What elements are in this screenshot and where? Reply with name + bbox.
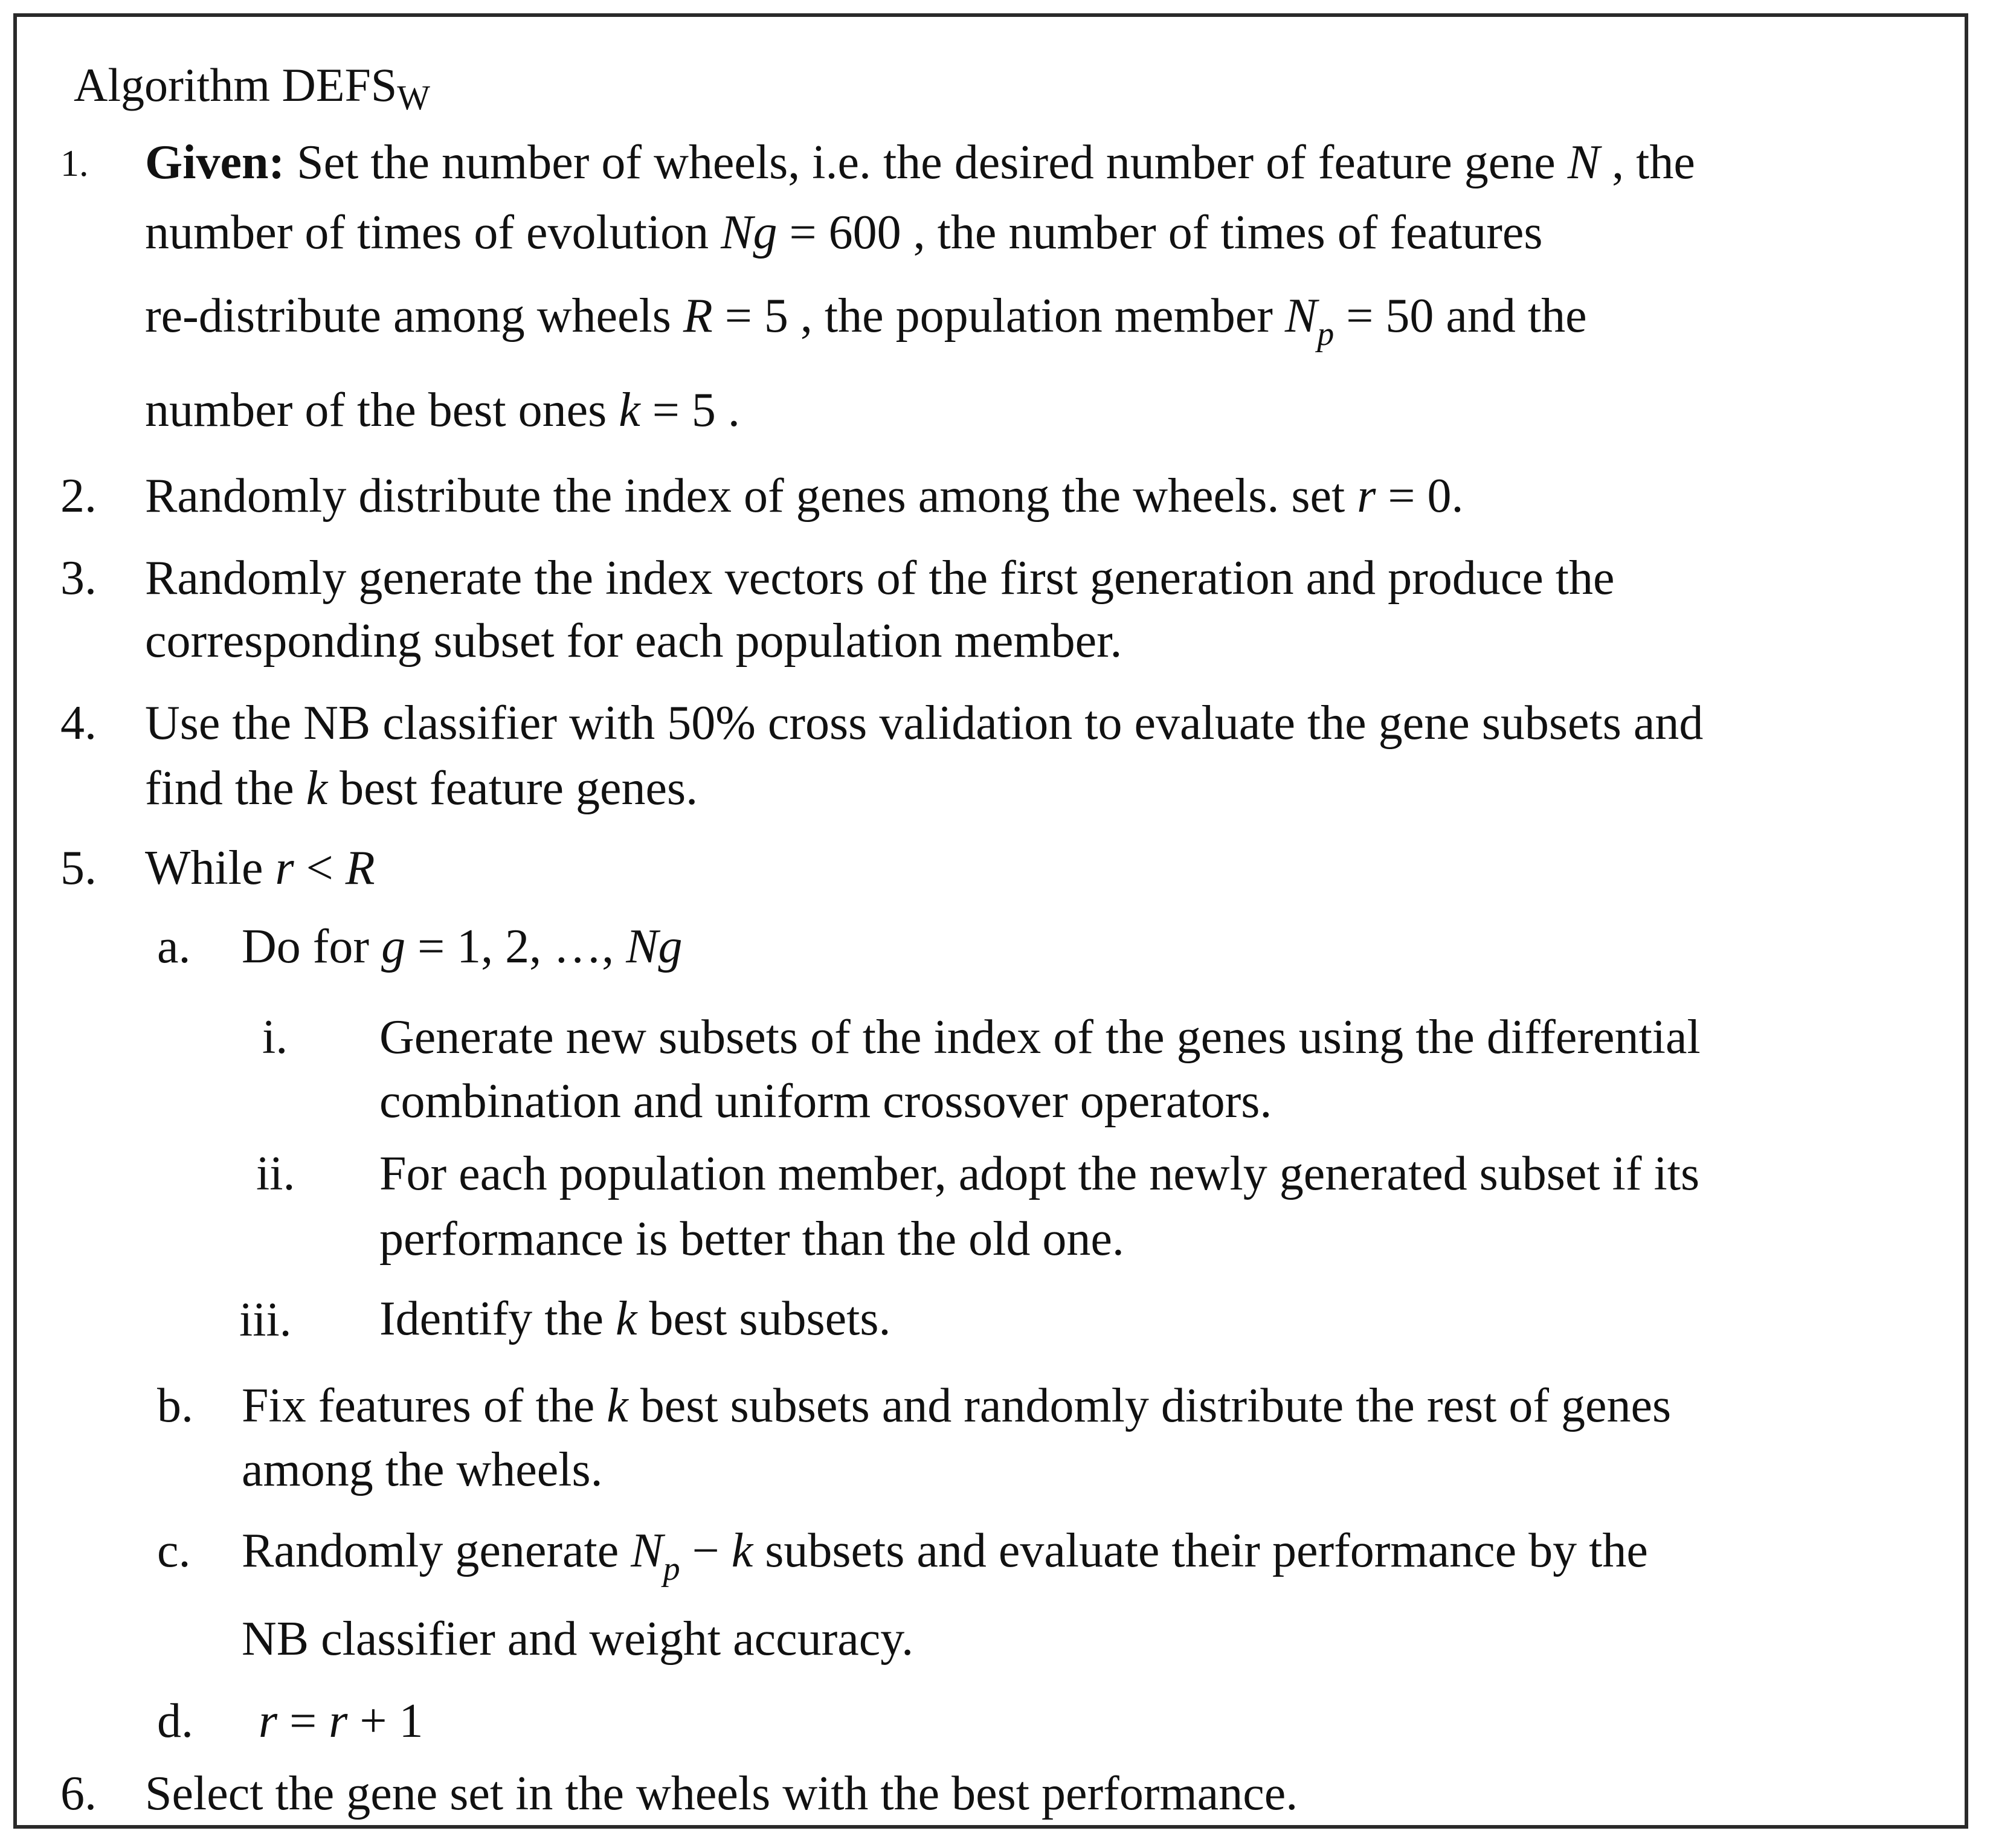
step-5c-marker: c. bbox=[157, 1524, 191, 1577]
step-1-line-2 bbox=[145, 199, 1543, 266]
step-5a-i-line-1: Generate new subsets of the index of the genes using the differential bbox=[379, 1011, 1701, 1064]
step-5a-ii-line-1: For each population member, adopt the newly generated subset if its bbox=[379, 1147, 1700, 1200]
given-label: Given: bbox=[145, 136, 285, 189]
var-N: N bbox=[1567, 136, 1600, 189]
algorithm-title-main: Algorithm DEFS bbox=[74, 59, 398, 111]
var-r: r bbox=[259, 1695, 278, 1748]
step-5c-line-2: NB classifier and weight accuracy. bbox=[242, 1612, 914, 1666]
step-1-line-3-mid: , the population member bbox=[788, 289, 1285, 343]
r-init: = 0. bbox=[1376, 469, 1464, 523]
step-5-marker: 5. bbox=[60, 842, 97, 895]
step-2-marker: 2. bbox=[60, 469, 97, 523]
step-1-line-3 bbox=[145, 283, 1587, 354]
var-r: r bbox=[329, 1695, 348, 1748]
step-1-line-2-tail: , the number of times of features bbox=[901, 206, 1543, 259]
step-4-marker: 4. bbox=[60, 697, 97, 750]
step-1-tail: , the bbox=[1600, 136, 1695, 189]
step-5-while bbox=[145, 835, 375, 901]
plus-one: + 1 bbox=[347, 1695, 423, 1748]
step-5a-iii-text-b: best subsets. bbox=[637, 1292, 891, 1345]
step-4-line-2 bbox=[145, 755, 698, 822]
var-Np-subscript: p bbox=[663, 1550, 680, 1588]
step-5c-line-1 bbox=[242, 1518, 1648, 1589]
step-1-line-3-text: re-distribute among wheels bbox=[145, 289, 683, 343]
step-5d-line bbox=[259, 1688, 423, 1754]
step-6-marker: 6. bbox=[60, 1767, 97, 1820]
step-5a-iii-text-a: Identify the bbox=[379, 1292, 616, 1345]
var-Np: N bbox=[1284, 289, 1318, 343]
step-5b-marker: b. bbox=[157, 1379, 193, 1432]
step-5a-ii-line-2: performance is better than the old one. bbox=[379, 1212, 1124, 1266]
step-6-line: Select the gene set in the wheels with the best performance. bbox=[145, 1767, 1298, 1820]
step-5a-i-marker: i. bbox=[262, 1011, 288, 1064]
step-5b-line-2: among the wheels. bbox=[242, 1443, 603, 1496]
step-5a-ii-marker: ii. bbox=[256, 1147, 295, 1200]
step-3-line-2: corresponding subset for each population member. bbox=[145, 614, 1122, 668]
algorithm-box bbox=[13, 13, 1968, 1829]
var-r: r bbox=[1357, 469, 1376, 523]
g-range: = 1, 2, …, bbox=[405, 920, 626, 973]
step-5a-text: Do for bbox=[242, 920, 382, 973]
step-1-text: Set the number of wheels, i.e. the desired number of feature gene bbox=[285, 136, 1568, 189]
var-k: k bbox=[619, 384, 640, 437]
step-1-line-3-tail: and the bbox=[1434, 289, 1587, 343]
step-5b-line-1 bbox=[242, 1373, 1671, 1439]
var-R: R bbox=[345, 842, 375, 895]
ng-value: = 600 bbox=[777, 206, 901, 259]
minus-sign: − bbox=[680, 1524, 732, 1577]
step-4-line-2-a: find the bbox=[145, 762, 306, 815]
step-5c-text-b: subsets and evaluate their performance by the bbox=[753, 1524, 1648, 1577]
step-5a-i-line-2: combination and uniform crossover operators. bbox=[379, 1075, 1272, 1128]
less-than: < bbox=[294, 842, 346, 895]
step-1-line-4-text: number of the best ones bbox=[145, 384, 619, 437]
step-1-line-2-text: number of times of evolution bbox=[145, 206, 721, 259]
step-1-marker: 1. bbox=[60, 143, 89, 184]
step-4-line-2-b: best feature genes. bbox=[327, 762, 698, 815]
step-1-line-1 bbox=[145, 129, 1695, 196]
step-2-text: Randomly distribute the index of genes among the wheels. set bbox=[145, 469, 1357, 523]
var-Ng: Ng bbox=[721, 206, 778, 259]
algorithm-title-subscript: W bbox=[397, 78, 430, 117]
equals-sign: = bbox=[277, 1695, 329, 1748]
step-5a-marker: a. bbox=[157, 920, 191, 973]
step-4-line-1: Use the NB classifier with 50% cross validation to evaluate the gene subsets and bbox=[145, 697, 1704, 750]
step-5c-text-a: Randomly generate bbox=[242, 1524, 631, 1577]
var-k: k bbox=[615, 1292, 637, 1345]
step-5d-marker: d. bbox=[157, 1695, 193, 1748]
var-r: r bbox=[275, 842, 294, 895]
step-5a-iii-marker: iii. bbox=[239, 1293, 292, 1347]
step-3-line-1: Randomly generate the index vectors of the first generation and produce the bbox=[145, 552, 1615, 605]
step-5a-line bbox=[242, 913, 683, 980]
step-3-marker: 3. bbox=[60, 552, 97, 605]
algorithm-title bbox=[74, 52, 430, 123]
step-2-line bbox=[145, 463, 1464, 529]
step-5-text: While bbox=[145, 842, 275, 895]
step-1-line-4 bbox=[145, 377, 740, 443]
np-value: = 50 bbox=[1334, 289, 1434, 343]
var-Ng: Ng bbox=[626, 920, 683, 973]
var-k: k bbox=[607, 1379, 628, 1432]
step-5b-text-b: best subsets and randomly distribute the rest of genes bbox=[628, 1379, 1672, 1432]
step-5a-iii-line bbox=[379, 1286, 891, 1352]
step-5b-text-a: Fix features of the bbox=[242, 1379, 607, 1432]
var-R: R bbox=[683, 289, 713, 343]
k-value: = 5 . bbox=[640, 384, 740, 437]
var-k: k bbox=[306, 762, 328, 815]
r-value: = 5 bbox=[712, 289, 788, 343]
var-g: g bbox=[381, 920, 406, 973]
var-Np: N bbox=[631, 1524, 663, 1577]
var-Np-subscript: p bbox=[1317, 315, 1335, 353]
var-k: k bbox=[731, 1524, 753, 1577]
